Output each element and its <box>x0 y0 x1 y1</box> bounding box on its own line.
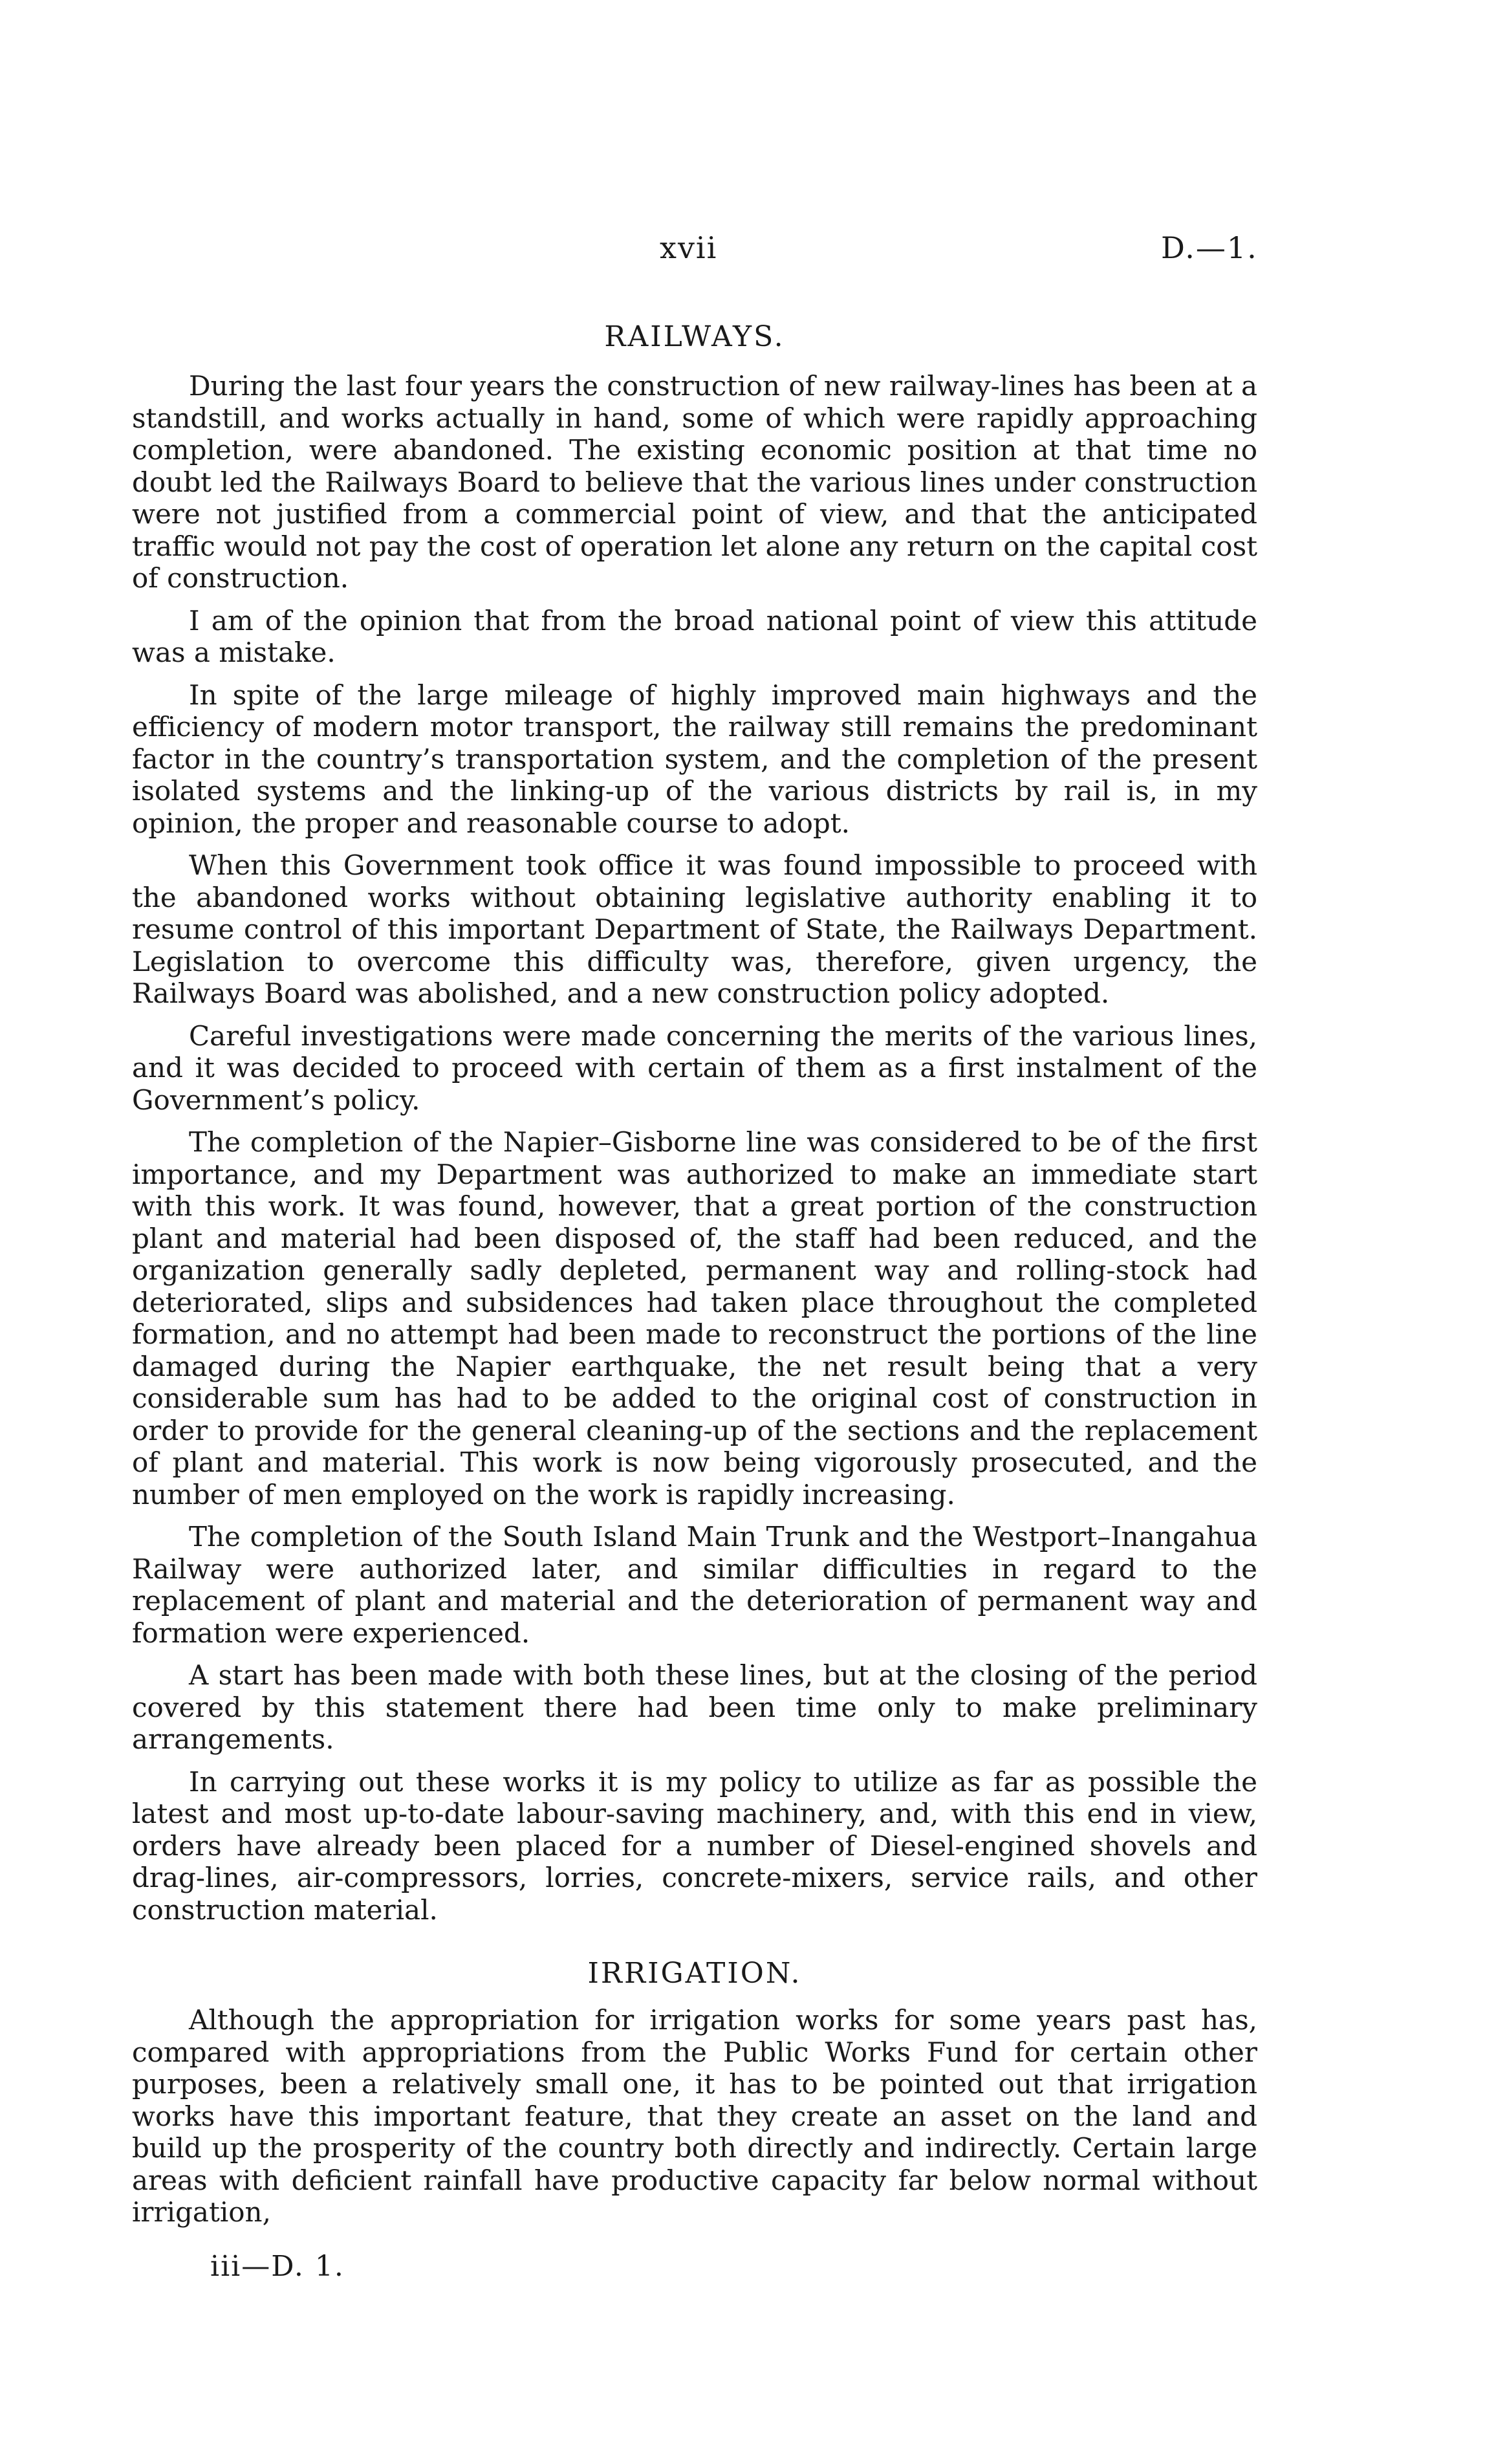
paragraph: In spite of the large mileage of highly improved main highways and the efficiency of modern motor transport, the railway still remains the predominant factor in the country’s transportation system, and the completion of the present isolated systems and the linking-up of the various districts by rail is, in my opinion, the proper and reasonable course to adopt. <box>132 679 1257 839</box>
signature-mark: iii—D. 1. <box>210 2250 345 2283</box>
railways-section <box>132 370 1257 1936</box>
irrigation-section <box>132 2004 1257 2239</box>
paragraph: The completion of the South Island Main Trunk and the Westport–Inangahua Railway were authorized later, and similar difficulties in regard to the replacement of plant and material and the deterioration of permanent way and formation were experienced. <box>132 1521 1257 1649</box>
paragraph: Careful investigations were made concerning the merits of the various lines, and it was decided to proceed with certain of them as a first instalment of the Government’s policy. <box>132 1019 1257 1116</box>
irrigation-heading: IRRIGATION. <box>587 1957 802 1990</box>
document-reference: D.—1. <box>1161 230 1258 265</box>
paragraph: When this Government took office it was found impossible to proceed with the abandoned works without obtaining legislative authority enabling it to resume control of this important Department of State, the Railways Department. Legislation to overcome this difficulty was, therefore, given urgency, the Railways Board was abolished, and a new construction policy adopted. <box>132 849 1257 1009</box>
paragraph: During the last four years the construction of new railway-lines has been at a standstill, and works actually in hand, some of which were rapidly approaching completion, were abandoned. The existing economic position at that time no doubt led the Railways Board to believe that the various lines under construction were not justified from a commercial point of view, and that the anticipated traffic would not pay the cost of operation let alone any return on the capital cost of construction. <box>132 370 1257 594</box>
railways-heading: RAILWAYS. <box>604 320 785 353</box>
page-number: xvii <box>660 230 718 265</box>
paragraph: The completion of the Napier–Gisborne line was considered to be of the first importance, and my Department was authorized to make an immediate start with this work. It was found, however, that a great portion of the construction plant and material had been disposed of, the staff had been reduced, and the organization generally sadly depleted, permanent way and rolling-stock had deteriorated, slips and subsidences had taken place throughout the completed formation, and no attempt had been made to reconstruct the portions of the line damaged during the Napier earthquake, the net result being that a very considerable sum has had to be added to the original cost of construction in order to provide for the general cleaning-up of the sections and the replacement of plant and material. This work is now being vigorously prosecuted, and the number of men employed on the work is rapidly increasing. <box>132 1126 1257 1510</box>
paragraph: In carrying out these works it is my policy to utilize as far as possible the latest and most up-to-date labour-saving machinery, and, with this end in view, orders have already been placed for a number of Diesel-engined shovels and drag-lines, air-compressors, lorries, concrete-mixers, service rails, and other construction material. <box>132 1765 1257 1926</box>
paragraph: Although the appropriation for irrigation works for some years past has, compared with appropriations from the Public Works Fund for certain other purposes, been a relatively small one, it has to be pointed out that irrigation works have this important feature, that they create an asset on the land and build up the prosperity of the country both directly and indirectly. Certain large areas with deficient rainfall have productive capacity far below normal without irrigation, <box>132 2004 1257 2228</box>
paragraph: I am of the opinion that from the broad national point of view this attitude was a mistake. <box>132 604 1257 668</box>
paragraph: A start has been made with both these lines, but at the closing of the period covered by this statement there had been time only to make preliminary arrangements. <box>132 1659 1257 1755</box>
